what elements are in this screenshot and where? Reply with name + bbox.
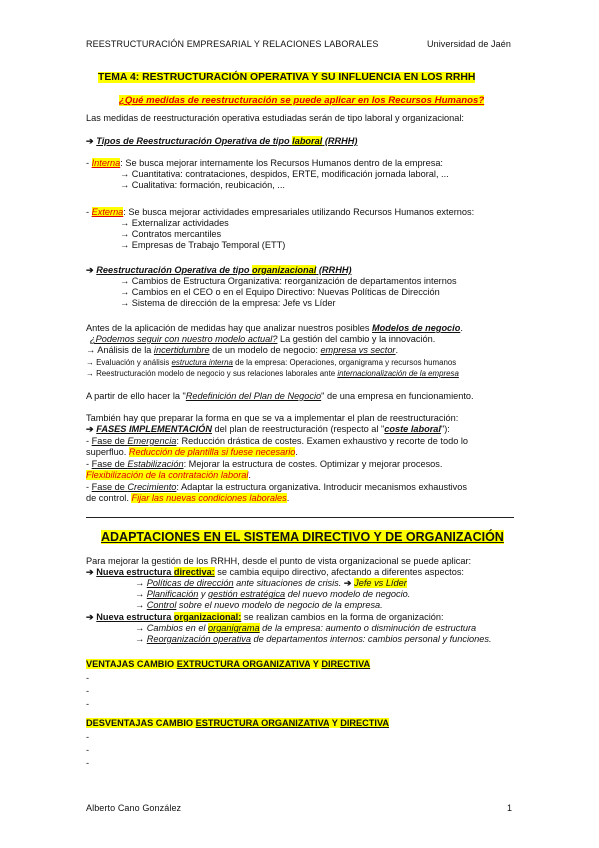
- modelos-analisis: → Análisis de la incertidumbre de un modelo de negocio: empresa vs sector.: [86, 345, 399, 355]
- list-item: -: [86, 758, 90, 768]
- interna-line: - Interna: Se busca mejorar internamente los Recursos Humanos dentro de la empresa:: [86, 158, 443, 168]
- ventajas-heading: VENTAJAS CAMBIO EXTRUCTURA ORGANIZATIVA Y DIRECTIVA: [86, 659, 371, 669]
- laboral-heading: ➔ Tipos de Reestructuración Operativa de tipo laboral (RRHH): [86, 136, 358, 146]
- fase-emergencia-cont: superfluo. Reducción de plantilla si fuese necesario.: [86, 447, 298, 457]
- fases-heading: ➔ FASES IMPLEMENTACIÓN del plan de reestructuración (respecto al "coste laboral"):: [86, 424, 450, 434]
- fase-crecimiento: - Fase de Crecimiento: Adaptar la estructura organizativa. Introducir mecanismos exhaustivos: [86, 482, 467, 492]
- page-number: 1: [507, 803, 513, 813]
- fase-estabilizacion: - Fase de Estabilización: Mejorar la estructura de costes. Optimizar y mejorar procesos.: [86, 459, 443, 469]
- small-arrow-icon: →: [135, 623, 145, 633]
- small-arrow-icon: →: [135, 578, 145, 588]
- list-item: → Contratos mercantiles: [120, 229, 222, 239]
- organizacional-line: ➔ Nueva estructura organizacional: se realizan cambios en la forma de organización:: [86, 612, 444, 622]
- adaptaciones-intro: Para mejorar la gestión de los RRHH, desde el punto de vista organizacional se puede aplicar:: [86, 556, 472, 566]
- small-arrow-icon: →: [86, 369, 94, 378]
- small-arrow-icon: →: [120, 229, 130, 239]
- list-item: → Reorganización operativa de departamentos internos: cambios personal y funciones.: [135, 634, 492, 644]
- arrow-icon: ➔: [86, 567, 94, 577]
- small-arrow-icon: →: [135, 600, 145, 610]
- list-item: -: [86, 745, 90, 755]
- list-item: → Control sobre el nuevo modelo de negocio de la empresa.: [135, 600, 383, 610]
- list-item: -: [86, 732, 90, 742]
- fase-emergencia: - Fase de Emergencia: Reducción drástica de costes. Examen exhaustivo y recorte de todo lo: [86, 436, 469, 446]
- small-arrow-icon: →: [120, 287, 130, 297]
- small-arrow-icon: →: [120, 298, 130, 308]
- list-item: → Cualitativa: formación, reubicación, ...: [120, 180, 285, 190]
- modelos-line: Antes de la aplicación de medidas hay que analizar nuestros posibles Modelos de negocio.: [86, 323, 463, 333]
- list-item: → Cuantitativa: contrataciones, despidos, ERTE, modificación jornada laboral, ...: [120, 169, 449, 179]
- fase-crecimiento-cont: de control. Fijar las nuevas condiciones laborales.: [86, 493, 290, 503]
- section-title: ADAPTACIONES EN EL SISTEMA DIRECTIVO Y DE ORGANIZACIÓN: [101, 530, 504, 544]
- list-item: -: [86, 686, 90, 696]
- small-arrow-icon: →: [86, 358, 94, 367]
- header-right: Universidad de Jaén: [427, 39, 511, 49]
- arrow-icon: ➔: [86, 424, 94, 434]
- arrow-icon: ➔: [86, 612, 94, 622]
- list-item: → Sistema de dirección de la empresa: Jefe vs Líder: [120, 298, 336, 308]
- externa-line: - Externa: Se busca mejorar actividades empresariales utilizando Recursos Humanos externos:: [86, 207, 475, 217]
- question: ¿Qué medidas de reestructuración se puede aplicar en los Recursos Humanos?: [119, 95, 485, 106]
- list-item: -: [86, 699, 90, 709]
- list-item: → Políticas de dirección ante situaciones de crisis. ➔ Jefe vs Líder: [135, 578, 407, 588]
- modelos-reestructuracion: → Reestructuración modelo de negocio y sus relaciones laborales ante internacionalización de la empresa: [86, 369, 459, 378]
- arrow-icon: ➔: [86, 265, 94, 275]
- list-item: → Externalizar actividades: [120, 218, 229, 228]
- desventajas-heading: DESVENTAJAS CAMBIO ESTRUCTURA ORGANIZATIVA Y DIRECTIVA: [86, 718, 390, 728]
- small-arrow-icon: →: [86, 345, 96, 355]
- modelos-question: ¿Podemos seguir con nuestro modelo actual? La gestión del cambio y la innovación.: [90, 334, 436, 344]
- list-item: → Empresas de Trabajo Temporal (ETT): [120, 240, 286, 250]
- list-item: → Cambios en el organigrama de la empresa: aumento o disminución de estructura: [135, 623, 477, 633]
- list-item: -: [86, 673, 90, 683]
- list-item: → Cambios de Estructura Organizativa: reorganización de departamentos internos: [120, 276, 457, 286]
- page-title: TEMA 4: RESTRUCTURACIÓN OPERATIVA Y SU INFLUENCIA EN LOS RRHH: [98, 72, 476, 83]
- arrow-icon: ➔: [86, 136, 94, 146]
- organizacional-heading: ➔ Reestructuración Operativa de tipo organizacional (RRHH): [86, 265, 352, 275]
- fases-intro: También hay que preparar la forma en que se va a implementar el plan de reestructuración:: [86, 413, 459, 423]
- fase-estabilizacion-cont: Flexibilización de la contratación laboral.: [86, 470, 251, 480]
- redefinicion-line: A partir de ello hacer la "Redefinición del Plan de Negocio" de una empresa en funcionamiento.: [86, 391, 474, 401]
- intro-text: Las medidas de reestructuración operativa estudiadas serán de tipo laboral y organizacional:: [86, 113, 464, 123]
- directiva-line: ➔ Nueva estructura directiva: se cambia equipo directivo, afectando a diferentes aspectos:: [86, 567, 464, 577]
- list-item: → Cambios en el CEO o en el Equipo Directivo: Nuevas Políticas de Dirección: [120, 287, 440, 297]
- list-item: → Planificación y gestión estratégica del nuevo modelo de negocio.: [135, 589, 411, 599]
- footer-author: Alberto Cano González: [86, 803, 182, 813]
- divider: [86, 517, 514, 518]
- small-arrow-icon: →: [120, 169, 130, 179]
- small-arrow-icon: →: [120, 276, 130, 286]
- arrow-icon: ➔: [343, 578, 352, 588]
- small-arrow-icon: →: [120, 180, 130, 190]
- small-arrow-icon: →: [120, 218, 130, 228]
- modelos-evaluacion: → Evaluación y análisis estructura interna de la empresa: Operaciones, organigrama y recursos humanos: [86, 358, 457, 367]
- small-arrow-icon: →: [135, 589, 145, 599]
- small-arrow-icon: →: [135, 634, 145, 644]
- header-left: REESTRUCTURACIÓN EMPRESARIAL Y RELACIONES LABORALES: [86, 39, 379, 49]
- small-arrow-icon: →: [120, 240, 130, 250]
